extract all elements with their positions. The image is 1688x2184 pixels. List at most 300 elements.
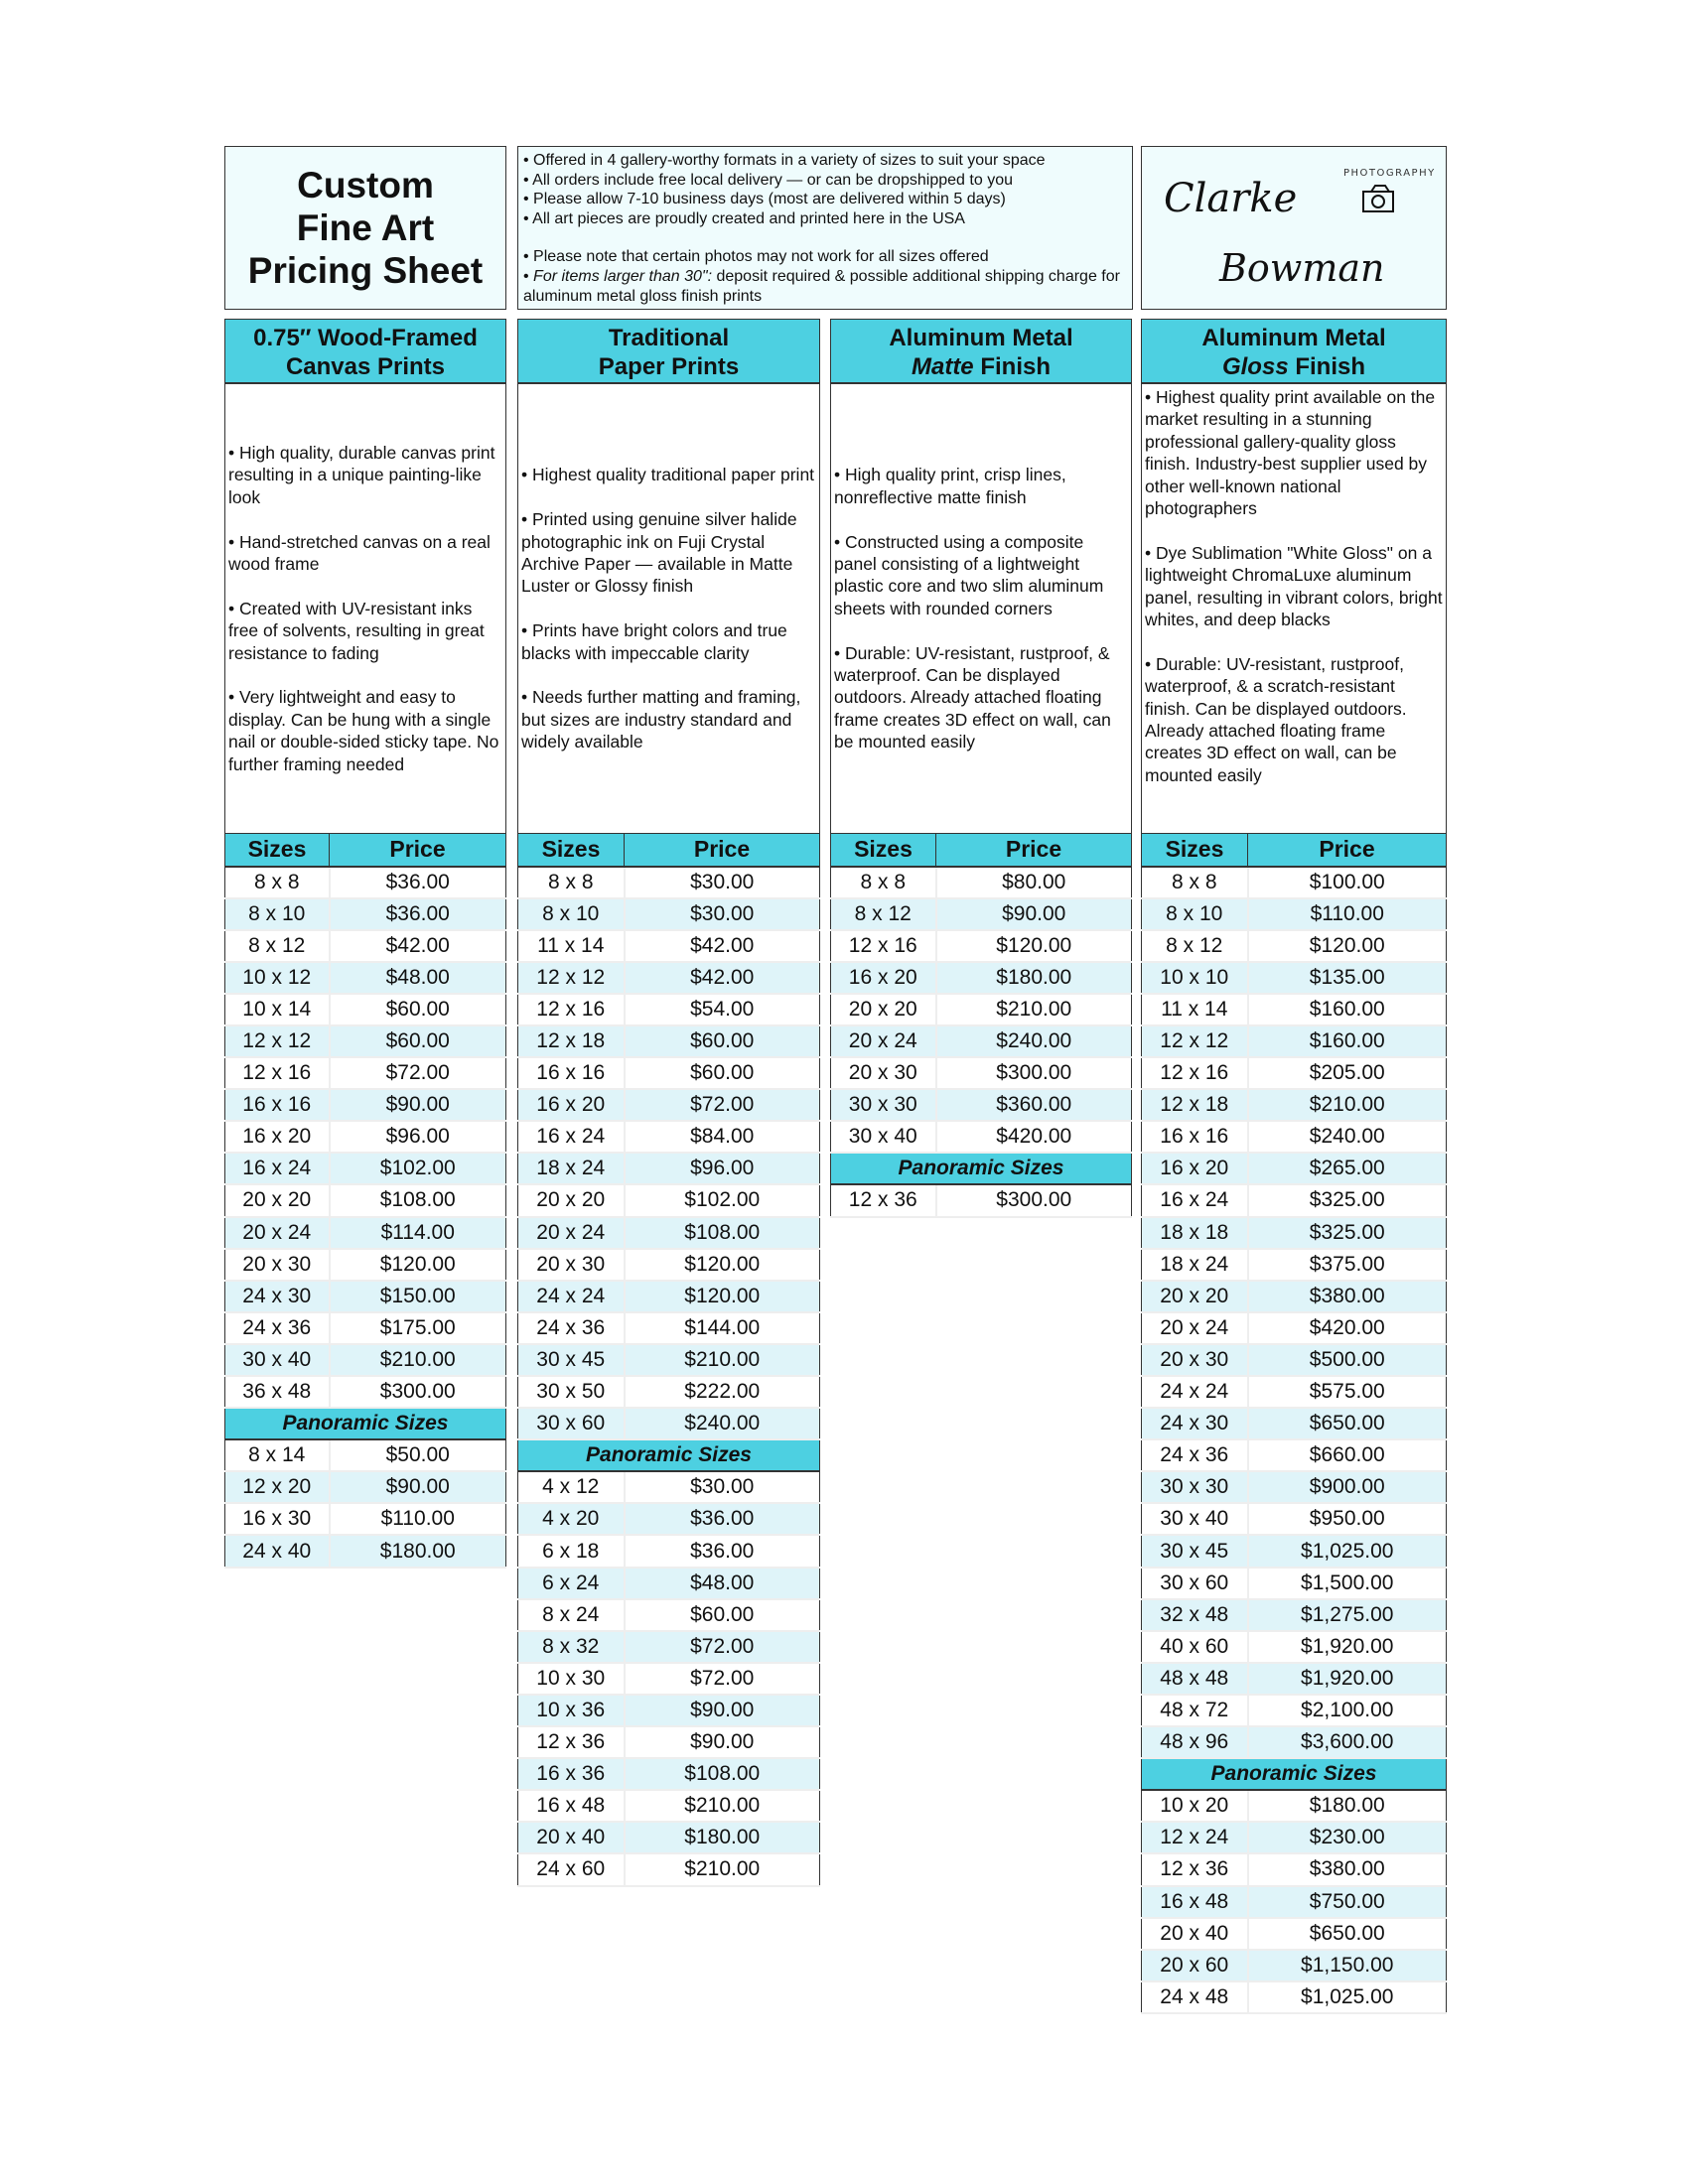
table-row [1142,1184,1447,1216]
table-row [1142,930,1447,962]
table-row [518,1217,820,1249]
price-cell: $380.00 [1248,1853,1447,1885]
panoramic-header-row [518,1439,820,1471]
price-cell: $210.00 [936,994,1132,1025]
description-bullet: • High quality print, crisp lines, nonreflective matte finish [834,465,1066,507]
price-cell: $48.00 [625,1568,820,1599]
table-row [518,1503,820,1535]
size-cell: 8 x 12 [831,898,936,930]
logo-tag: PHOTOGRAPHY [1343,167,1436,179]
table-row [831,1184,1132,1216]
note-italic: For items larger than 30": [533,267,713,285]
product-column [517,319,820,1887]
size-cell: 20 x 24 [1142,1312,1248,1344]
product-title-line2 [831,352,1131,381]
product-title-line1: Aluminum Metal [889,325,1073,351]
product-column [1141,319,1447,2014]
table-row [518,1663,820,1695]
table-row [518,962,820,994]
size-cell: 16 x 48 [518,1790,625,1822]
description-bullet: • High quality, durable canvas print resulting in a unique painting-like look [228,442,495,507]
price-cell: $325.00 [1248,1217,1447,1249]
price-cell: $72.00 [330,1057,506,1089]
size-cell: 16 x 20 [831,962,936,994]
price-cell: $3,600.00 [1248,1726,1447,1758]
price-cell: $575.00 [1248,1376,1447,1408]
size-cell: 10 x 36 [518,1695,625,1726]
product-title [517,319,820,384]
price-cell: $205.00 [1248,1057,1447,1089]
size-cell: 30 x 50 [518,1376,625,1408]
table-row [1142,1853,1447,1885]
size-cell: 24 x 30 [225,1281,330,1312]
table-row [225,1471,506,1503]
size-cell: 20 x 30 [1142,1344,1248,1376]
table-row [831,1057,1132,1089]
size-cell: 8 x 24 [518,1599,625,1631]
table-row [1142,1344,1447,1376]
product-title [224,319,506,384]
price-cell: $500.00 [1248,1344,1447,1376]
table-row [1142,1568,1447,1599]
price-cell: $300.00 [936,1057,1132,1089]
product-description [830,384,1132,833]
table-row [518,1790,820,1822]
price-cell: $36.00 [625,1503,820,1535]
description-bullet: • Constructed using a composite panel consisting of a lightweight plastic core and two slim aluminum sheets with rounded corners [834,531,1104,618]
size-cell: 16 x 20 [518,1089,625,1121]
size-cell: 16 x 20 [225,1121,330,1153]
table-row [1142,1535,1447,1567]
table-row [1142,1408,1447,1439]
size-cell: 12 x 36 [1142,1853,1248,1885]
price-cell: $210.00 [1248,1089,1447,1121]
product-column [830,319,1132,1218]
note: • Please note that certain photos may not work for all sizes offered [523,248,989,266]
size-cell: 12 x 16 [225,1057,330,1089]
size-cell: 30 x 60 [518,1408,625,1439]
price-cell: $36.00 [625,1535,820,1567]
price-cell: $750.00 [1248,1886,1447,1918]
table-row [518,1726,820,1758]
price-cell: $80.00 [936,867,1132,898]
table-row [1142,1503,1447,1535]
table-row [518,1471,820,1503]
product-description [224,384,506,833]
table-row [1142,1695,1447,1726]
price-cell: $150.00 [330,1281,506,1312]
size-cell: 16 x 16 [518,1057,625,1089]
table-row [518,994,820,1025]
size-cell: 20 x 24 [831,1025,936,1057]
size-cell: 8 x 8 [518,867,625,898]
table-row [518,1121,820,1153]
table-row [831,1121,1132,1153]
price-cell: $48.00 [330,962,506,994]
size-cell: 10 x 12 [225,962,330,994]
price-cell: $90.00 [625,1695,820,1726]
size-cell: 24 x 30 [1142,1408,1248,1439]
price-cell: $60.00 [330,1025,506,1057]
price-cell: $180.00 [330,1535,506,1567]
sizes-header: Sizes [518,834,625,867]
table-row [1142,1057,1447,1089]
size-cell: 18 x 24 [1142,1249,1248,1281]
table-row [1142,1376,1447,1408]
table-row [225,1025,506,1057]
table-row [225,1153,506,1184]
description-bullet: • Printed using genuine silver halide photographic ink on Fuji Crystal Archive Paper — available in Matte Luster or Glossy finish [521,509,797,597]
table-row [225,994,506,1025]
description-bullet: • Prints have bright colors and true blacks with impeccable clarity [521,620,787,663]
size-cell: 12 x 16 [831,930,936,962]
description-bullet: • Hand-stretched canvas on a real wood frame [228,531,491,574]
table-row [831,1089,1132,1121]
price-cell: $230.00 [1248,1822,1447,1853]
size-cell: 30 x 60 [1142,1568,1248,1599]
size-cell: 12 x 16 [518,994,625,1025]
table-row [518,1408,820,1439]
table-row [518,1631,820,1663]
size-cell: 10 x 30 [518,1663,625,1695]
price-cell: $1,920.00 [1248,1663,1447,1695]
price-cell: $325.00 [1248,1184,1447,1216]
size-cell: 10 x 20 [1142,1790,1248,1822]
table-row [1142,1312,1447,1344]
size-cell: 24 x 60 [518,1853,625,1885]
table-row [1142,962,1447,994]
size-cell: 20 x 24 [225,1217,330,1249]
product-title-rest: Canvas Prints [285,353,446,380]
size-cell: 30 x 45 [1142,1535,1248,1567]
size-cell: 6 x 18 [518,1535,625,1567]
table-row [518,1822,820,1853]
size-cell: 36 x 48 [225,1376,330,1408]
size-cell: 8 x 12 [1142,930,1248,962]
size-cell: 16 x 20 [1142,1153,1248,1184]
product-title-line1: Traditional [608,325,730,351]
price-cell: $265.00 [1248,1153,1447,1184]
title-line: Pricing Sheet [247,250,484,291]
price-cell: $120.00 [625,1281,820,1312]
table-row [225,1344,506,1376]
price-cell: $175.00 [330,1312,506,1344]
table-row [518,1344,820,1376]
size-cell: 18 x 24 [518,1153,625,1184]
note: • All orders include free local delivery — or can be dropshipped to you [523,171,1013,189]
size-cell: 20 x 24 [518,1217,625,1249]
table-row [518,930,820,962]
size-cell: 48 x 72 [1142,1695,1248,1726]
price-cell: $210.00 [625,1344,820,1376]
title-line: Custom [297,165,434,205]
table-row [1142,994,1447,1025]
price-cell: $240.00 [936,1025,1132,1057]
product-title-rest: Finish [973,353,1051,380]
price-cell: $2,100.00 [1248,1695,1447,1726]
table-row [831,867,1132,898]
panoramic-header-row [1142,1758,1447,1790]
table-row [1142,1663,1447,1695]
size-cell: 11 x 14 [1142,994,1248,1025]
price-cell: $60.00 [625,1057,820,1089]
table-row [518,1312,820,1344]
price-cell: $120.00 [936,930,1132,962]
size-cell: 12 x 18 [1142,1089,1248,1121]
product-title-line1: Aluminum Metal [1201,325,1386,351]
size-cell: 8 x 10 [518,898,625,930]
table-row [225,1249,506,1281]
product-description [1141,384,1447,833]
description-bullet: • Durable: UV-resistant, rustproof, waterproof, & a scratch-resistant finish. Can be displayed outdoors. Already attached floating frame creates 3D effect on wall, can be mounted easily [1145,653,1407,785]
price-cell: $135.00 [1248,962,1447,994]
price-cell: $42.00 [330,930,506,962]
title-box [224,146,506,310]
price-cell: $1,025.00 [1248,1981,1447,2013]
size-cell: 20 x 40 [1142,1918,1248,1950]
price-cell: $120.00 [330,1249,506,1281]
price-header: Price [330,834,506,867]
table-row [518,1535,820,1567]
size-cell: 12 x 12 [225,1025,330,1057]
price-cell: $54.00 [625,994,820,1025]
description-bullet: • Created with UV-resistant inks free of solvents, resulting in great resistance to fading [228,598,485,663]
product-title-emphasis: Matte [911,353,974,380]
size-cell: 8 x 8 [1142,867,1248,898]
price-cell: $210.00 [625,1853,820,1885]
price-cell: $240.00 [625,1408,820,1439]
price-cell: $36.00 [330,898,506,930]
table-row [518,1568,820,1599]
price-header: Price [1248,834,1447,867]
size-cell: 16 x 48 [1142,1886,1248,1918]
table-row [1142,898,1447,930]
logo-line2: Bowman [1219,245,1385,290]
table-row [518,1599,820,1631]
clarke-bowman-logo [1150,154,1438,303]
size-cell: 16 x 30 [225,1503,330,1535]
table-row [225,1439,506,1471]
price-cell: $1,275.00 [1248,1599,1447,1631]
table-row [225,1535,506,1567]
size-cell: 10 x 14 [225,994,330,1025]
sizes-header: Sizes [225,834,330,867]
camera-icon [1363,186,1393,211]
product-title-emphasis: Gloss [1221,353,1289,380]
price-cell: $300.00 [936,1184,1132,1216]
size-cell: 10 x 10 [1142,962,1248,994]
table-row [518,867,820,898]
price-table [1141,833,1447,2014]
price-cell: $108.00 [330,1184,506,1216]
size-cell: 20 x 40 [518,1822,625,1853]
description-bullet: • Highest quality print available on the market resulting in a stunning professional gallery-quality gloss finish. Industry-best supplier used by other well-known national photographers [1145,387,1436,519]
size-cell: 8 x 8 [831,867,936,898]
price-cell: $30.00 [625,867,820,898]
price-cell: $180.00 [936,962,1132,994]
table-row [225,1057,506,1089]
size-cell: 16 x 24 [225,1153,330,1184]
price-cell: $1,920.00 [1248,1631,1447,1663]
price-cell: $72.00 [625,1663,820,1695]
size-cell: 8 x 10 [1142,898,1248,930]
size-cell: 24 x 24 [1142,1376,1248,1408]
size-cell: 32 x 48 [1142,1599,1248,1631]
table-row [518,1057,820,1089]
price-cell: $222.00 [625,1376,820,1408]
price-cell: $102.00 [330,1153,506,1184]
price-cell: $96.00 [330,1121,506,1153]
size-cell: 12 x 16 [1142,1057,1248,1089]
size-cell: 12 x 18 [518,1025,625,1057]
product-title-line2 [518,352,819,381]
price-table [224,833,506,1569]
table-row [1142,1439,1447,1471]
note-large-items: • For items larger than 30": deposit required & possible additional shipping charge for aluminum metal gloss finish prints [523,267,1120,305]
note: • Offered in 4 gallery-worthy formats in a variety of sizes to suit your space [523,152,1046,169]
size-cell: 30 x 40 [1142,1503,1248,1535]
table-row [1142,1471,1447,1503]
price-cell: $375.00 [1248,1249,1447,1281]
price-cell: $900.00 [1248,1471,1447,1503]
table-row [831,994,1132,1025]
size-cell: 8 x 8 [225,867,330,898]
price-cell: $420.00 [936,1121,1132,1153]
size-cell: 18 x 18 [1142,1217,1248,1249]
logo-line1: Clarke [1164,175,1298,221]
table-row [1142,1631,1447,1663]
price-cell: $84.00 [625,1121,820,1153]
price-cell: $144.00 [625,1312,820,1344]
size-cell: 30 x 40 [225,1344,330,1376]
price-cell: $210.00 [625,1790,820,1822]
price-cell: $1,500.00 [1248,1568,1447,1599]
size-cell: 16 x 24 [518,1121,625,1153]
price-header: Price [936,834,1132,867]
description-bullet: • Dye Sublimation "White Gloss" on a lightweight ChromaLuxe aluminum panel, resulting in vibrant colors, bright whites, and deep blacks [1145,542,1443,630]
table-row [1142,1249,1447,1281]
table-row [225,1217,506,1249]
sizes-header: Sizes [1142,834,1248,867]
table-row [518,1281,820,1312]
table-row [1142,1089,1447,1121]
price-cell: $100.00 [1248,867,1447,898]
price-cell: $42.00 [625,962,820,994]
price-cell: $660.00 [1248,1439,1447,1471]
table-row [1142,1153,1447,1184]
panoramic-header: Panoramic Sizes [518,1439,820,1471]
table-row [1142,1950,1447,1981]
size-cell: 24 x 36 [518,1312,625,1344]
table-row [1142,1217,1447,1249]
size-cell: 12 x 36 [831,1184,936,1216]
size-cell: 20 x 20 [831,994,936,1025]
table-row [225,1184,506,1216]
price-cell: $160.00 [1248,994,1447,1025]
price-cell: $72.00 [625,1089,820,1121]
table-row [518,1376,820,1408]
price-cell: $210.00 [330,1344,506,1376]
product-title-rest: Finish [1288,353,1366,380]
title-line: Fine Art [296,207,435,248]
product-title-line2 [1142,352,1446,381]
table-row [225,1121,506,1153]
note: • Please allow 7-10 business days (most are delivered within 5 days) [523,191,1006,208]
price-cell: $90.00 [936,898,1132,930]
table-row [518,1153,820,1184]
table-row [225,1503,506,1535]
table-row [225,898,506,930]
size-cell: 48 x 48 [1142,1663,1248,1695]
description-bullet: • Highest quality traditional paper print [521,465,815,485]
table-row [1142,1790,1447,1822]
size-cell: 12 x 36 [518,1726,625,1758]
table-row [225,867,506,898]
price-cell: $160.00 [1248,1025,1447,1057]
size-cell: 24 x 48 [1142,1981,1248,2013]
table-row [831,1025,1132,1057]
table-row [831,898,1132,930]
price-cell: $360.00 [936,1089,1132,1121]
size-cell: 30 x 30 [1142,1471,1248,1503]
price-cell: $300.00 [330,1376,506,1408]
note-rest: deposit required & possible additional shipping charge for aluminum metal gloss finish prints [523,267,1120,305]
price-cell: $180.00 [1248,1790,1447,1822]
table-row [1142,1025,1447,1057]
notes-box [517,146,1133,310]
price-cell: $380.00 [1248,1281,1447,1312]
size-cell: 20 x 20 [1142,1281,1248,1312]
price-cell: $30.00 [625,1471,820,1503]
table-row [518,1025,820,1057]
size-cell: 30 x 40 [831,1121,936,1153]
size-cell: 20 x 20 [225,1184,330,1216]
table-row [518,1853,820,1885]
table-row [518,898,820,930]
size-cell: 12 x 12 [518,962,625,994]
table-row [831,930,1132,962]
size-cell: 12 x 20 [225,1471,330,1503]
table-row [1142,1822,1447,1853]
size-cell: 24 x 36 [1142,1439,1248,1471]
size-cell: 20 x 30 [225,1249,330,1281]
price-cell: $72.00 [625,1631,820,1663]
size-cell: 8 x 12 [225,930,330,962]
size-cell: 11 x 14 [518,930,625,962]
size-cell: 8 x 14 [225,1439,330,1471]
price-cell: $110.00 [1248,898,1447,930]
size-cell: 16 x 36 [518,1758,625,1790]
product-title-line2 [225,352,505,381]
table-row [1142,1281,1447,1312]
panoramic-header-row [831,1153,1132,1184]
product-title-line1: 0.75″ Wood-Framed [253,325,478,351]
price-cell: $110.00 [330,1503,506,1535]
product-column [224,319,506,1569]
price-cell: $240.00 [1248,1121,1447,1153]
note: • All art pieces are proudly created and printed here in the USA [523,209,965,227]
size-cell: 48 x 96 [1142,1726,1248,1758]
table-row [225,930,506,962]
product-title [830,319,1132,384]
size-cell: 6 x 24 [518,1568,625,1599]
price-cell: $114.00 [330,1217,506,1249]
price-cell: $1,025.00 [1248,1535,1447,1567]
price-cell: $120.00 [625,1249,820,1281]
price-cell: $36.00 [330,867,506,898]
size-cell: 20 x 60 [1142,1950,1248,1981]
panoramic-header: Panoramic Sizes [1142,1758,1447,1790]
